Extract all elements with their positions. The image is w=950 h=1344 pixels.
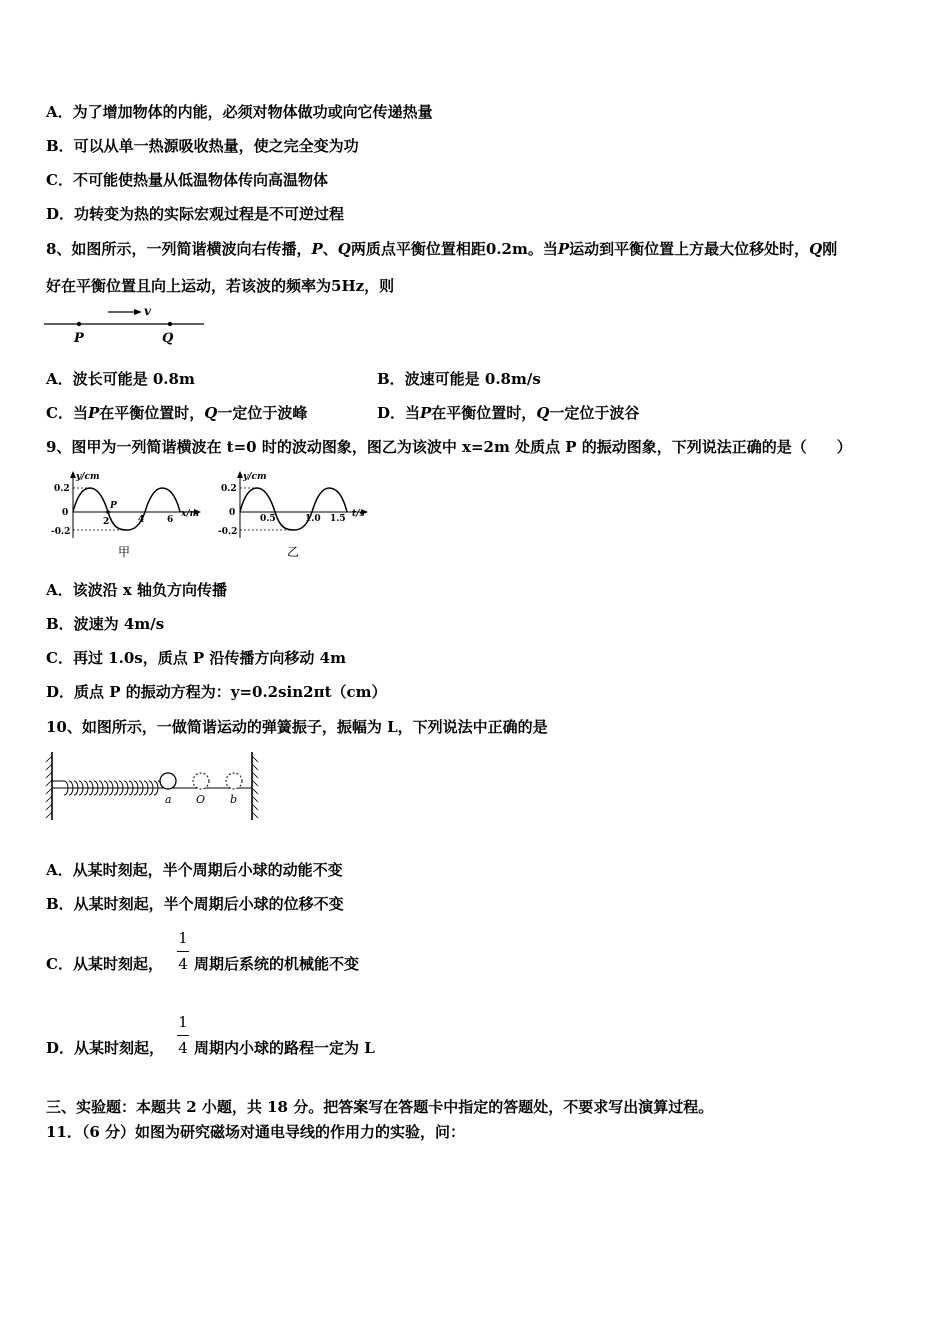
q9-jia-yzero: 0 — [62, 508, 69, 518]
q10-c-frac-num: 1 — [178, 929, 188, 947]
q10-fig-a: a — [165, 793, 172, 806]
q8-stem-line2: 好在平衡位置且向上运动，若该波的频率为5Hz，则 — [46, 277, 395, 295]
q9-jia-caption: 甲 — [118, 545, 131, 559]
q9-stem: 9、图甲为一列简谐横波在 t=0 时的波动图象，图乙为该波中 x=2m 处质点 P 的振动图象，下列说法正确的是（ ） — [46, 438, 852, 456]
q10-option-d-a: D．从某时刻起， — [46, 1039, 165, 1057]
q10-stem: 10、如图所示，一做简谐运动的弹簧振子，振幅为 L，下列说法中正确的是 — [46, 718, 548, 736]
q8-stem-line1: 8、如图所示，一列简谐横波向右传播，P、Q两质点平衡位置相距0.2m。当P运动到平衡位置上方最大位移处时，Q刚 — [46, 240, 838, 258]
q8-fig-v: v — [144, 304, 151, 318]
q7-option-d: D．功转变为热的实际宏观过程是不可逆过程 — [46, 205, 345, 223]
q8-fig-p: P — [74, 331, 84, 346]
q9-option-c: C．再过 1.0s，质点 P 沿传播方向移动 4m — [46, 649, 346, 667]
q9-jia-ytop: 0.2 — [54, 484, 70, 494]
q9-yi-t10: 1.0 — [305, 514, 321, 524]
q9-jia-x6: 6 — [167, 515, 174, 525]
q8-wave-figure — [44, 303, 209, 347]
q8-option-c: C．当P在平衡位置时，Q一定位于波峰 — [46, 404, 308, 422]
q7-option-c: C．不可能使热量从低温物体传向高温物体 — [46, 171, 328, 189]
q9-figure-yi — [215, 468, 380, 563]
q10-option-c-b: 周期后系统的机械能不变 — [194, 955, 360, 973]
q10-c-frac-den: 4 — [178, 955, 188, 973]
q9-yi-ylabel: y/cm — [243, 472, 267, 482]
q10-fig-o: O — [196, 793, 206, 806]
q9-jia-xlabel: x/m — [181, 509, 200, 519]
q9-yi-ytop: 0.2 — [221, 484, 237, 494]
q7-option-a: A．为了增加物体的内能，必须对物体做功或向它传递热量 — [46, 103, 433, 121]
q9-jia-ybot: -0.2 — [51, 527, 71, 537]
q8-option-d: D．当P在平衡位置时，Q一定位于波谷 — [377, 404, 640, 422]
q9-yi-caption: 乙 — [287, 545, 300, 559]
q10-option-b: B．从某时刻起，半个周期后小球的位移不变 — [46, 895, 344, 913]
q8-fig-q: Q — [162, 331, 174, 346]
q9-yi-ybot: -0.2 — [218, 527, 238, 537]
q8-option-a: A．波长可能是 0.8m — [46, 370, 195, 388]
q10-d-frac-den: 4 — [178, 1039, 188, 1057]
q9-jia-x4: 4 — [138, 515, 145, 525]
q9-jia-ylabel: y/cm — [76, 472, 100, 482]
q9-yi-t15: 1.5 — [330, 514, 346, 524]
q10-fig-b: b — [230, 793, 238, 806]
q8-option-b: B．波速可能是 0.8m/s — [377, 370, 541, 388]
q9-yi-xlabel: t/s — [352, 509, 365, 519]
q9-yi-yzero: 0 — [229, 508, 236, 518]
q9-option-a: A．该波沿 x 轴负方向传播 — [46, 581, 228, 599]
q9-jia-p: P — [110, 501, 117, 511]
q9-option-d: D．质点 P 的振动方程为：y=0.2sin2πt（cm） — [46, 683, 387, 701]
q9-option-b: B．波速为 4m/s — [46, 615, 165, 633]
q11-stem: 11．（6 分）如图为研究磁场对通电导线的作用力的实验，问： — [46, 1123, 466, 1141]
q7-option-b: B．可以从单一热源吸收热量，使之完全变为功 — [46, 137, 359, 155]
q9-figure-jia — [48, 468, 208, 563]
q9-jia-x2: 2 — [103, 517, 110, 527]
q10-d-frac-num: 1 — [178, 1013, 188, 1031]
section3-heading: 三、实验题：本题共 2 小题，共 18 分。把答案写在答题卡中指定的答题处，不要求写出演算过程。 — [46, 1098, 714, 1116]
q10-option-d-b: 周期内小球的路程一定为 L — [194, 1039, 375, 1057]
q10-d-frac-bar — [177, 1035, 189, 1036]
q10-option-a: A．从某时刻起，半个周期后小球的动能不变 — [46, 861, 343, 879]
q9-yi-t05: 0.5 — [260, 514, 276, 524]
q10-spring-figure — [44, 750, 264, 825]
q10-option-c-a: C．从某时刻起， — [46, 955, 163, 973]
q10-c-frac-bar — [177, 951, 189, 952]
